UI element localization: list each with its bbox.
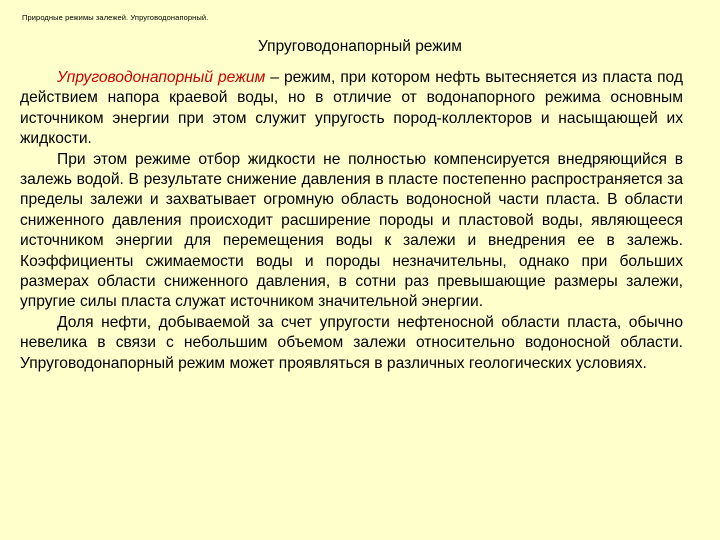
definition-text: – режим, при котором нефть вытесняется из пласта под действием напора краевой воды, но в отличие от водонапорного режима основным источником энергии при этом служит упругость пород-коллекторов и насыщающей их жидкости. bbox=[20, 69, 683, 148]
breadcrumb: Природные режимы залежей. Упруговодонапорный. bbox=[22, 13, 209, 22]
paragraph-mechanism: При этом режиме отбор жидкости не полностью компенсируется внедряющийся в залежь водой. В результате снижение давления в пласте постепенно распространяется за пределы залежи и захватывает огромную область водоносной части пласта. В области сниженного давления происходит расширение породы и пластовой воды, являющееся источником энергии для перемещения воды к залежи и внедрения ее в залежь. Коэффициенты сжимаемости воды и породы незначительны, однако при больших размерах области сниженного давления, в сотни раз превышающие размеры залежи, упругие силы пласта служат источником значительной энергии. bbox=[20, 150, 683, 311]
defined-term: Упруговодонапорный режим bbox=[57, 69, 266, 86]
paragraph-oil-share: Доля нефти, добываемой за счет упругости нефтеносной области пласта, обычно невелика в связи с небольшим объемом залежи относительно водоносной области. Упруговодонапорный режим может проявляться в различных геологических условиях. bbox=[20, 313, 683, 372]
slide-body bbox=[20, 68, 683, 374]
paragraph-definition bbox=[20, 68, 683, 150]
slide-title: Упруговодонапорный режим bbox=[258, 38, 462, 55]
